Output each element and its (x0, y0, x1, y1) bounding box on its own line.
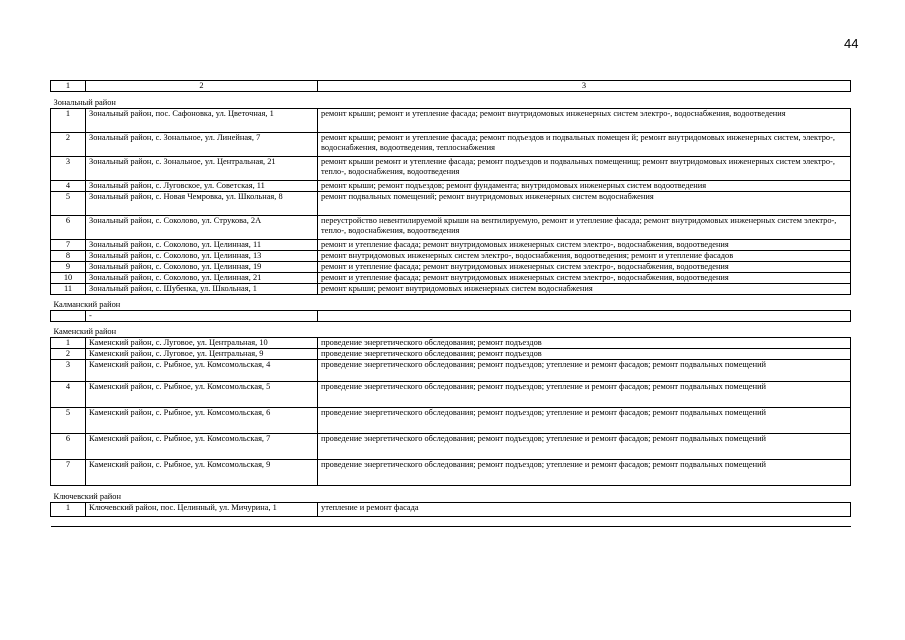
row-number: 1 (51, 109, 86, 133)
row-address: Каменский район, с. Рыбное, ул. Комсомольская, 4 (86, 360, 318, 382)
section-heading-row (51, 486, 851, 503)
table-row (51, 262, 851, 273)
row-works: проведение энергетического обследования; ремонт подъездов (318, 349, 851, 360)
row-works: ремонт подвальных помещений; ремонт внутридомовых инженерных систем водоснабжения (318, 192, 851, 216)
row-works: ремонт и утепление фасада; ремонт внутридомовых инженерных систем электро-, водоснабжения, водоотведения (318, 262, 851, 273)
row-works: проведение энергетического обследования; ремонт подъездов; утепление и ремонт фасадов; ремонт подвальных помещений (318, 434, 851, 460)
row-address: Каменский район, с. Рыбное, ул. Комсомольская, 5 (86, 382, 318, 408)
section-title: Ключевский район (51, 486, 851, 503)
row-number: 2 (51, 133, 86, 157)
row-works: ремонт крыши; ремонт подъездов; ремонт фундамента; внутридомовых инженерных систем водоотведения (318, 181, 851, 192)
table-row (51, 460, 851, 486)
table-row (51, 408, 851, 434)
row-address: Зональный район, с. Соколово, ул. Целинная, 19 (86, 262, 318, 273)
header-cell-num: 1 (51, 81, 86, 92)
row-works: ремонт крыши; ремонт и утепление фасада; ремонт внутридомовых инженерных систем электро-, водоснабжения, водоотведения (318, 109, 851, 133)
row-address: - (86, 311, 318, 322)
table-row (51, 338, 851, 349)
row-address: Зональный район, с. Новая Чемровка, ул. Школьная, 8 (86, 192, 318, 216)
row-number: 11 (51, 284, 86, 295)
row-number: 9 (51, 262, 86, 273)
row-works: проведение энергетического обследования; ремонт подъездов; утепление и ремонт фасадов; ремонт подвальных помещений (318, 460, 851, 486)
row-address: Каменский район, с. Рыбное, ул. Комсомольская, 9 (86, 460, 318, 486)
row-number: 6 (51, 434, 86, 460)
row-works: ремонт крыши ремонт и утепление фасада; ремонт подъездов и подвальных помещенищ; ремонт внутридомовых инженерных систем электро-, тепло-, водоснабжения, водоотведения (318, 157, 851, 181)
table-end-cell (51, 517, 851, 527)
table-row (51, 273, 851, 284)
table-row (51, 251, 851, 262)
repair-program-table (50, 80, 851, 527)
row-number: 4 (51, 382, 86, 408)
row-works: ремонт и утепление фасада; ремонт внутридомовых инженерных систем электро-, водоснабжения, водоотведения (318, 273, 851, 284)
row-works (318, 311, 851, 322)
row-address: Зональный район, с. Зональное, ул. Линейная, 7 (86, 133, 318, 157)
row-address: Зональный район, с. Луговское, ул. Советская, 11 (86, 181, 318, 192)
row-works: проведение энергетического обследования; ремонт подъездов (318, 338, 851, 349)
row-number: 1 (51, 503, 86, 517)
row-address: Зональный район, с. Соколово, ул. Струкова, 2А (86, 216, 318, 240)
header-cell-address: 2 (86, 81, 318, 92)
table-row (51, 216, 851, 240)
row-number: 7 (51, 460, 86, 486)
table-row (51, 382, 851, 408)
row-address: Каменский район, с. Рыбное, ул. Комсомольская, 7 (86, 434, 318, 460)
table-row (51, 109, 851, 133)
row-address: Зональный район, с. Соколово, ул. Целинная, 11 (86, 240, 318, 251)
header-row (51, 81, 851, 92)
row-address: Зональный район, с. Соколово, ул. Целинная, 13 (86, 251, 318, 262)
row-number: 3 (51, 360, 86, 382)
table-row (51, 503, 851, 517)
row-address: Каменский район, с. Луговое, ул. Центральная, 9 (86, 349, 318, 360)
row-number: 7 (51, 240, 86, 251)
row-works: ремонт и утепление фасада; ремонт внутридомовых инженерных систем электро-, водоснабжения, водоотведения (318, 240, 851, 251)
table-row (51, 181, 851, 192)
row-works: ремонт крыши; ремонт внутридомовых инженерных систем водоснабжения (318, 284, 851, 295)
row-number (51, 311, 86, 322)
section-title: Калманский район (51, 295, 851, 311)
row-number: 5 (51, 192, 86, 216)
row-number: 6 (51, 216, 86, 240)
table-row (51, 349, 851, 360)
row-works: проведение энергетического обследования; ремонт подъездов; утепление и ремонт фасадов; ремонт подвальных помещений (318, 360, 851, 382)
table-row (51, 133, 851, 157)
row-number: 1 (51, 338, 86, 349)
section-heading-row (51, 92, 851, 109)
table-row (51, 192, 851, 216)
row-address: Зональный район, с. Зональное, ул. Центральная, 21 (86, 157, 318, 181)
table-row (51, 284, 851, 295)
row-number: 5 (51, 408, 86, 434)
section-heading-row (51, 295, 851, 311)
row-works: утепление и ремонт фасада (318, 503, 851, 517)
row-address: Зональный район, с. Шубенка, ул. Школьная, 1 (86, 284, 318, 295)
table-row (51, 311, 851, 322)
row-address: Ключевский район, пос. Целинный, ул. Мичурина, 1 (86, 503, 318, 517)
row-works: переустройство невентилируемой крыши на вентилируемую, ремонт и утепление фасада; ремонт внутридомовых инженерных систем электро-, тепло-, водоснабжения, водоотведения (318, 216, 851, 240)
header-cell-works: 3 (318, 81, 851, 92)
row-works: ремонт внутридомовых инженерных систем электро-, водоснабжения, водоотведения; ремонт и утепление фасадов (318, 251, 851, 262)
section-title: Зональный район (51, 92, 851, 109)
row-address: Каменский район, с. Луговое, ул. Центральная, 10 (86, 338, 318, 349)
section-heading-row (51, 322, 851, 338)
table-row (51, 360, 851, 382)
section-title: Каменский район (51, 322, 851, 338)
table-body (51, 81, 851, 527)
row-address: Зональный район, пос. Сафоновка, ул. Цветочная, 1 (86, 109, 318, 133)
table-row (51, 240, 851, 251)
row-number: 8 (51, 251, 86, 262)
row-number: 4 (51, 181, 86, 192)
row-works: проведение энергетического обследования; ремонт подъездов; утепление и ремонт фасадов; ремонт подвальных помещений (318, 382, 851, 408)
table-end-row (51, 517, 851, 527)
table-row (51, 434, 851, 460)
row-address: Каменский район, с. Рыбное, ул. Комсомольская, 6 (86, 408, 318, 434)
row-number: 10 (51, 273, 86, 284)
row-address: Зональный район, с. Соколово, ул. Целинная, 21 (86, 273, 318, 284)
table-row (51, 157, 851, 181)
row-number: 3 (51, 157, 86, 181)
row-number: 2 (51, 349, 86, 360)
row-works: проведение энергетического обследования; ремонт подъездов; утепление и ремонт фасадов; ремонт подвальных помещений (318, 408, 851, 434)
row-works: ремонт крыши; ремонт и утепление фасада; ремонт подъездов и подвальных помещен й; ремонт внутридомовых инженерных систем, электро-, водоснабжения, водоотведения, теплоснабжения (318, 133, 851, 157)
page-number: 44 (844, 36, 859, 51)
